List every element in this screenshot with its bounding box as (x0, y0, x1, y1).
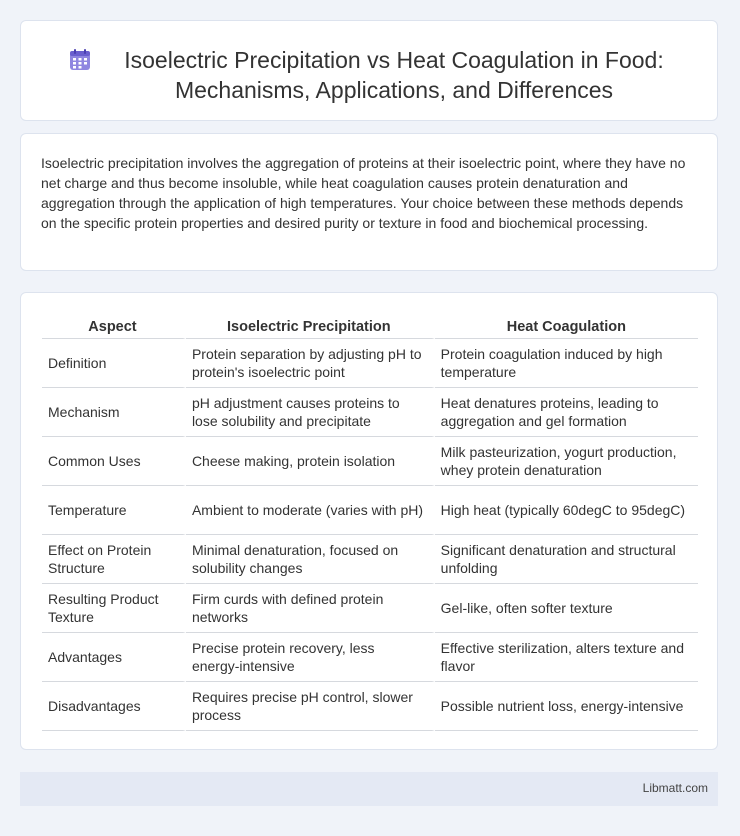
header-heat: Heat Coagulation (435, 316, 698, 339)
table-row (42, 682, 698, 731)
cell-isoelectric: Minimal denaturation, focused on solubility changes (186, 535, 435, 584)
cell-isoelectric: Firm curds with defined protein networks (186, 584, 435, 633)
title-card (20, 20, 718, 121)
cell-aspect: Disadvantages (42, 682, 186, 731)
cell-isoelectric: Protein separation by adjusting pH to protein's isoelectric point (186, 339, 435, 388)
cell-aspect: Definition (42, 339, 186, 388)
cell-isoelectric: Precise protein recovery, less energy-intensive (186, 633, 435, 682)
cell-aspect: Common Uses (42, 437, 186, 486)
cell-aspect: Advantages (42, 633, 186, 682)
cell-aspect: Temperature (42, 486, 186, 535)
table-row (42, 339, 698, 388)
cell-isoelectric: Ambient to moderate (varies with pH) (186, 486, 435, 535)
table-row (42, 388, 698, 437)
footer (20, 772, 718, 806)
page-title-line-2: Mechanisms, Applications, and Differences (174, 77, 614, 103)
table-header-row (42, 316, 698, 339)
cell-heat: Protein coagulation induced by high temperature (435, 339, 698, 388)
cell-isoelectric: pH adjustment causes proteins to lose solubility and precipitate (186, 388, 435, 437)
page-title (91, 45, 697, 105)
cell-heat: Significant denaturation and structural unfolding (435, 535, 698, 584)
cell-isoelectric: Requires precise pH control, slower process (186, 682, 435, 731)
cell-aspect: Effect on Protein Structure (42, 535, 186, 584)
table-row (42, 633, 698, 682)
cell-aspect: Mechanism (42, 388, 186, 437)
comparison-table (42, 316, 698, 731)
comparison-table-card (20, 292, 718, 750)
cell-heat: Milk pasteurization, yogurt production, whey protein denaturation (435, 437, 698, 486)
calendar-grid-icon (69, 49, 91, 71)
header-isoelectric: Isoelectric Precipitation (186, 316, 435, 339)
intro-paragraph: Isoelectric precipitation involves the aggregation of proteins at their isoelectric point, where they have no net charge and thus become insoluble, while heat coagulation causes protein denaturation and aggregation through the application of high temperatures. Your choice between these methods depends on the specific protein properties and desired purity or texture in food and biochemical processing. (41, 155, 686, 231)
table-row (42, 535, 698, 584)
cell-heat: Effective sterilization, alters texture and flavor (435, 633, 698, 682)
cell-isoelectric: Cheese making, protein isolation (186, 437, 435, 486)
footer-site-link[interactable]: Libmatt.com (642, 781, 708, 795)
cell-aspect: Resulting Product Texture (42, 584, 186, 633)
cell-heat: Possible nutrient loss, energy-intensive (435, 682, 698, 731)
cell-heat: Heat denatures proteins, leading to aggregation and gel formation (435, 388, 698, 437)
cell-heat: Gel-like, often softer texture (435, 584, 698, 633)
cell-heat: High heat (typically 60degC to 95degC) (435, 486, 698, 535)
page-title-line-1: Isoelectric Precipitation vs Heat Coagulation in Food: (124, 47, 664, 73)
intro-card (20, 133, 718, 271)
table-row (42, 486, 698, 535)
table-row (42, 584, 698, 633)
table-row (42, 437, 698, 486)
header-aspect: Aspect (42, 316, 186, 339)
